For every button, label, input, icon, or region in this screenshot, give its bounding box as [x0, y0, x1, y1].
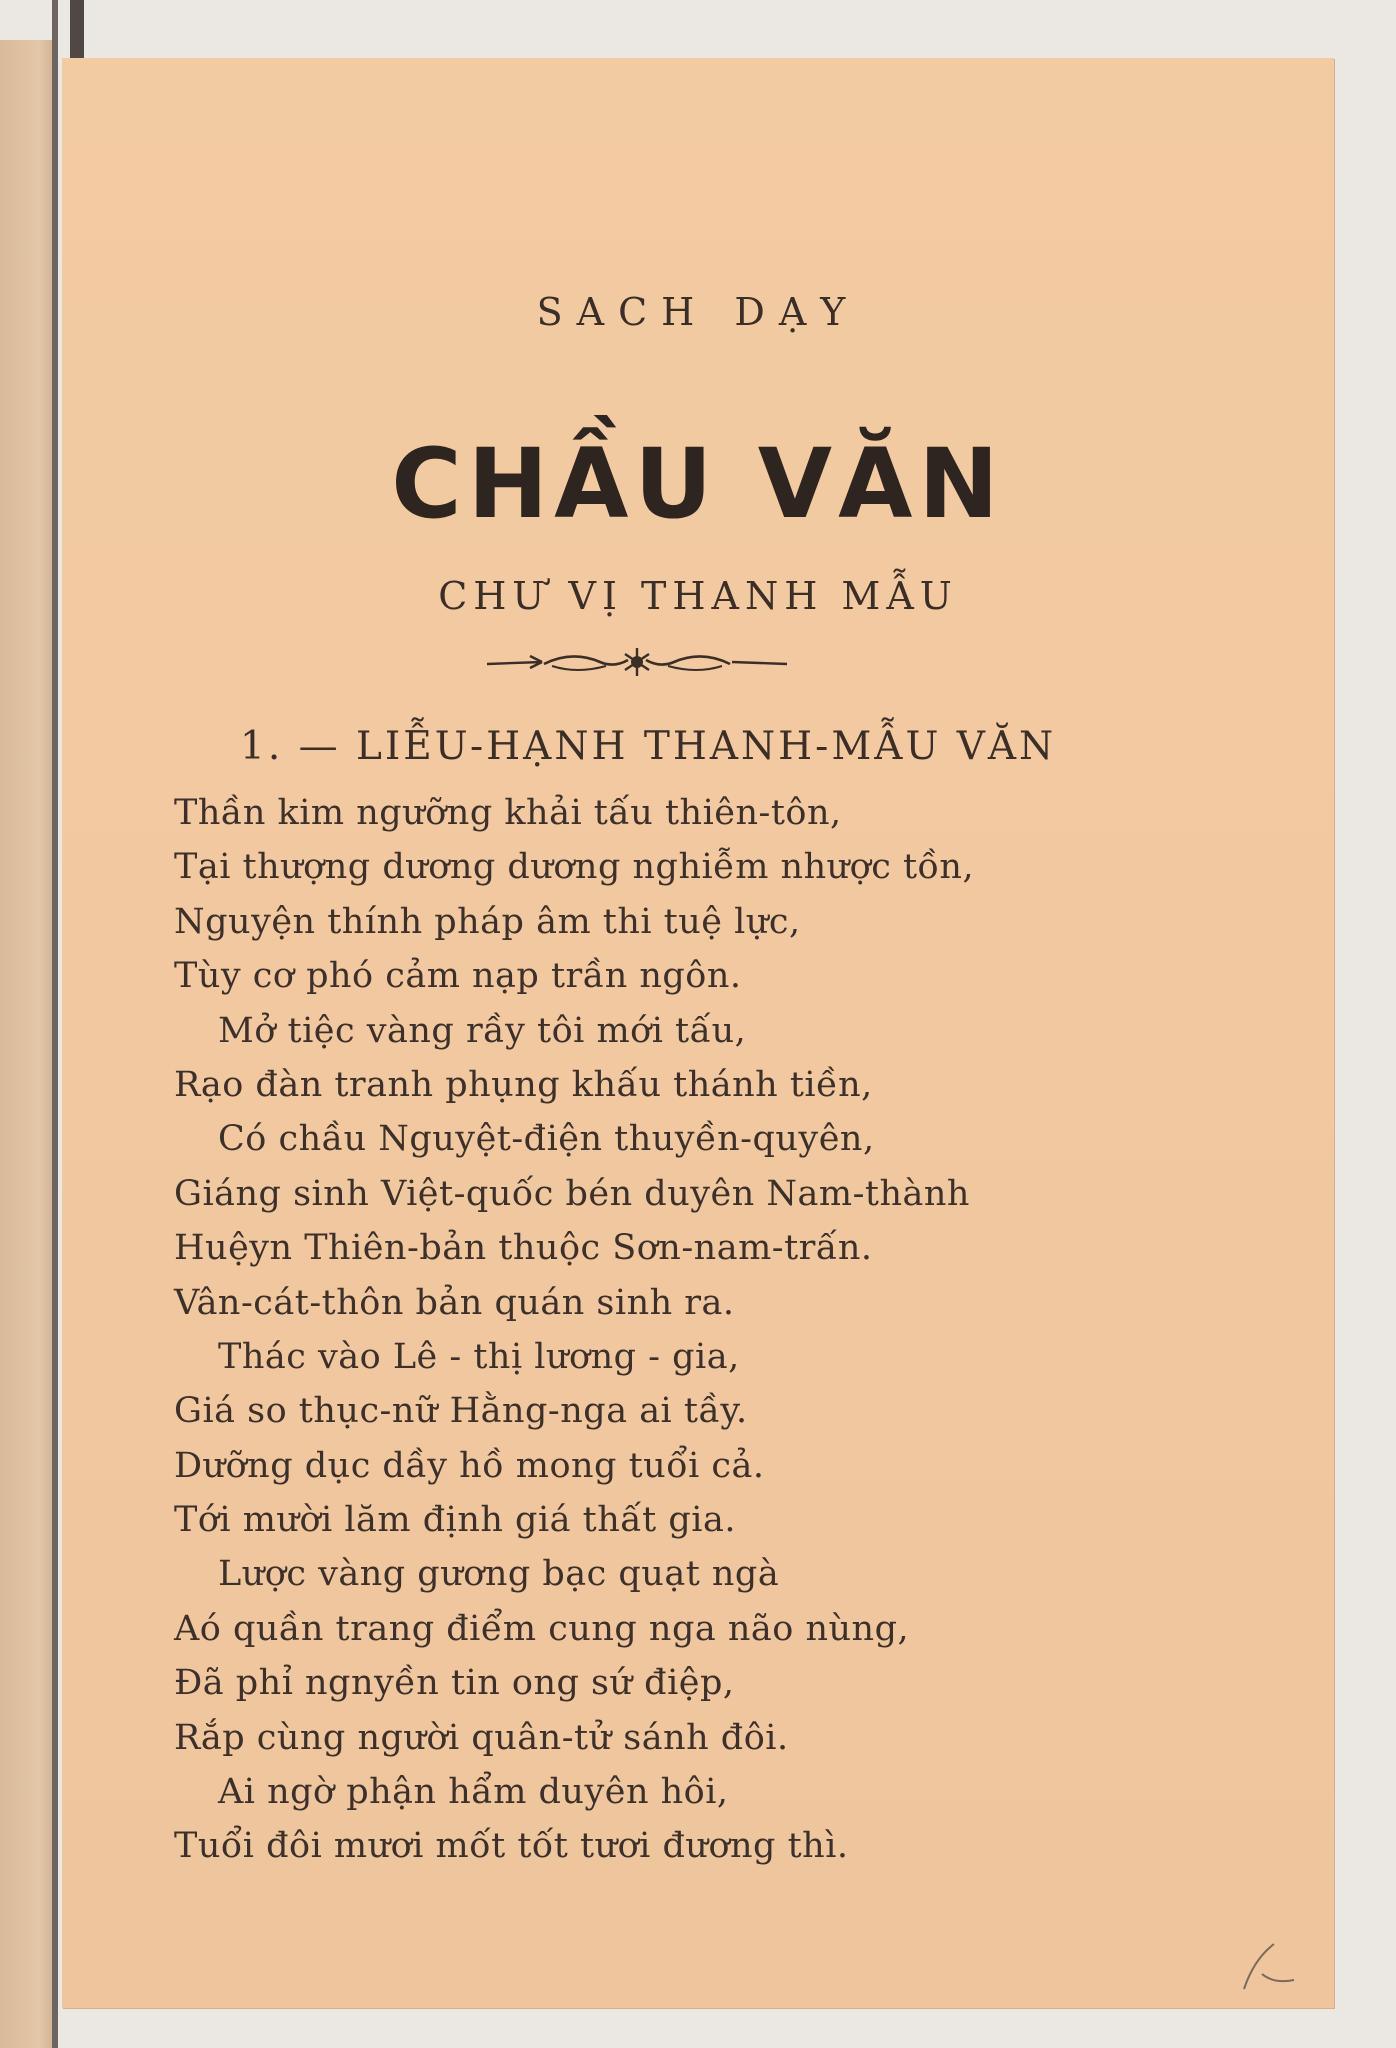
verse-line: Nguyện thính pháp âm thi tuệ lực,	[174, 901, 801, 942]
verse-line: Tới mười lăm định giá thất gia.	[174, 1500, 736, 1541]
verse-line: Ai ngờ phận hẩm duyên hôi,	[218, 1772, 729, 1813]
previous-page-edge	[0, 40, 56, 2048]
verse-line: Giá so thục-nữ Hằng-nga ai tầy.	[174, 1391, 748, 1432]
verse-line: Rạo đàn tranh phụng khấu thánh tiền,	[174, 1064, 873, 1105]
verse-line: Thác vào Lê - thị lương - gia,	[218, 1336, 740, 1377]
book-spine-tab	[70, 0, 84, 58]
verse-line: Tuổi đôi mươi mốt tốt tươi đương thì.	[174, 1826, 849, 1867]
verse-line: Huệyn Thiên-bản thuộc Sơn-nam-trấn.	[174, 1228, 873, 1269]
verse-line: Aó quần trang điểm cung nga não nùng,	[174, 1608, 910, 1649]
ornament-divider-icon	[482, 642, 792, 682]
verse-body	[174, 786, 1294, 1874]
verse-line: Dưỡng dục dầy hồ mong tuổi cả.	[174, 1445, 765, 1486]
verse-line: Có chầu Nguyệt-điện thuyền-quyên,	[218, 1119, 875, 1160]
verse-line: Lược vàng gương bạc quạt ngà	[218, 1554, 780, 1595]
document-title: CHẦU VĂN	[391, 428, 1005, 540]
document-subtitle: SACH DẠY	[536, 290, 860, 334]
corner-pencil-mark-icon	[1234, 1934, 1304, 1994]
verse-line: Mở tiệc vàng rầy tôi mới tấu,	[218, 1010, 747, 1051]
verse-line: Rắp cùng người quân-tử sánh đôi.	[174, 1717, 789, 1758]
verse-line: Giáng sinh Việt-quốc bén duyên Nam-thành	[174, 1173, 970, 1214]
document-title-sub: CHƯ VỊ THANH MẪU	[438, 574, 958, 618]
verse-line: Tùy cơ phó cảm nạp trần ngôn.	[174, 956, 742, 997]
verse-line: Thần kim ngưỡng khải tấu thiên-tôn,	[174, 793, 842, 833]
book-spine-line	[52, 0, 58, 2048]
verse-line: Đã phỉ ngnyền tin ong sứ điệp,	[174, 1663, 735, 1704]
verse-line: Tại thượng dương dương nghiễm nhược tồn,	[174, 847, 975, 888]
book-page	[62, 58, 1334, 2008]
verse-line: Vân-cát-thôn bản quán sinh ra.	[174, 1282, 735, 1323]
section-heading: 1. — LIỄU-HẠNH THANH-MẪU VĂN	[240, 724, 1057, 769]
